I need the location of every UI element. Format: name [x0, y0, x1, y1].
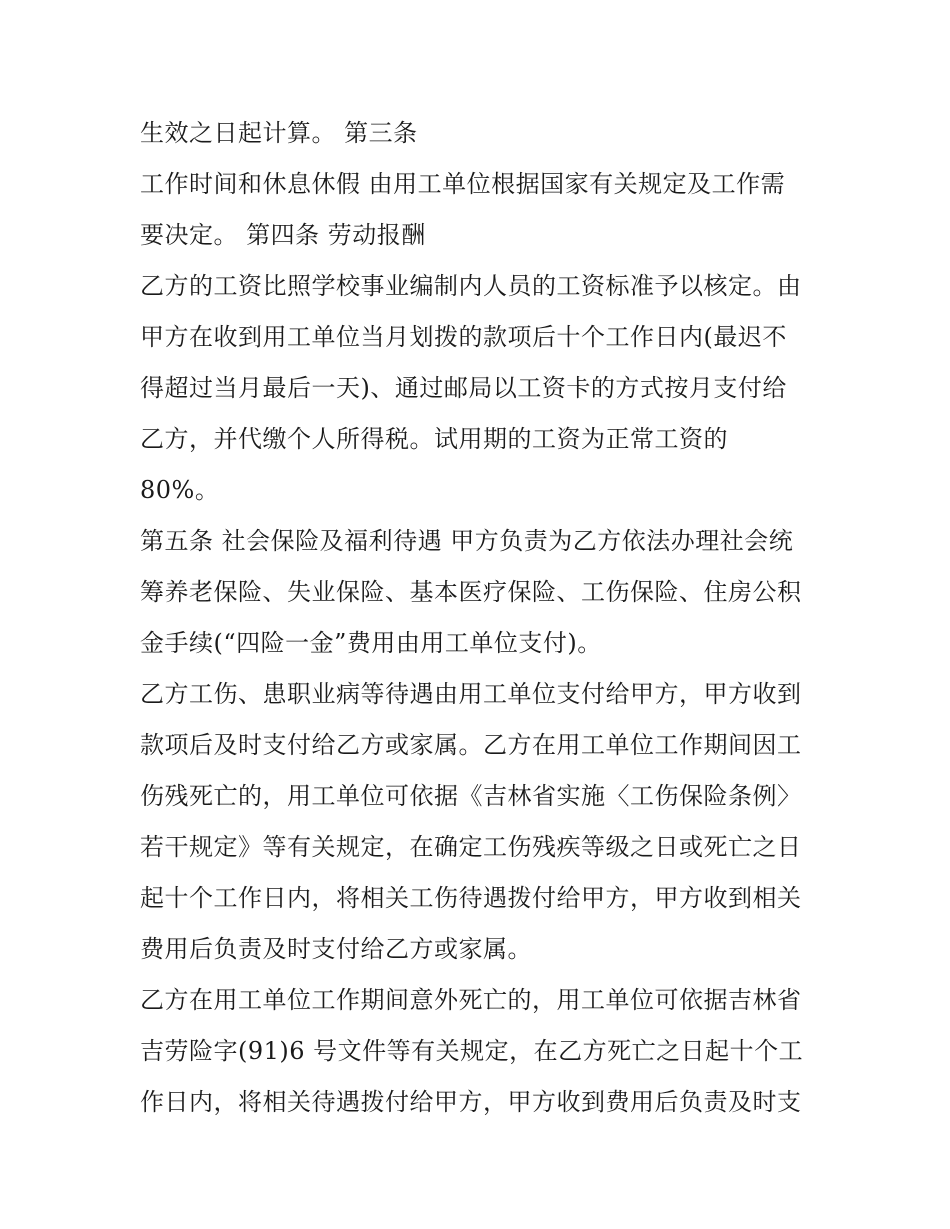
text-line: 吉劳险字(91)6 号文件等有关规定，在乙方死亡之日起十个工	[140, 1037, 804, 1065]
text-line: 若干规定》等有关规定，在确定工伤残疾等级之日或死亡之日	[140, 833, 802, 861]
text-line: 伤残死亡的，用工单位可依据《吉林省实施〈工伤保险条例〉	[140, 782, 802, 810]
text-line: 乙方工伤、患职业病等待遇由用工单位支付给甲方，甲方收到	[140, 680, 802, 708]
text-line: 起十个工作日内，将相关工伤待遇拨付给甲方，甲方收到相关	[140, 884, 802, 912]
text-line: 生效之日起计算。 第三条	[140, 119, 418, 147]
text-line: 80%。	[140, 476, 220, 504]
text-line: 要决定。 第四条 劳动报酬	[140, 221, 426, 249]
text-line: 第五条 社会保险及福利待遇 甲方负责为乙方依法办理社会统	[140, 527, 794, 555]
text-line: 金手续(“四险一金”费用由用工单位支付)。	[140, 629, 602, 657]
text-line: 筹养老保险、失业保险、基本医疗保险、工伤保险、住房公积	[140, 578, 802, 606]
text-line: 款项后及时支付给乙方或家属。乙方在用工单位工作期间因工	[140, 731, 802, 759]
text-line: 费用后负责及时支付给乙方或家属。	[140, 935, 532, 963]
text-line: 乙方，并代缴个人所得税。试用期的工资为正常工资的	[140, 425, 728, 453]
text-line: 作日内，将相关待遇拨付给甲方，甲方收到费用后负责及时支	[140, 1088, 802, 1116]
text-line: 乙方在用工单位工作期间意外死亡的，用工单位可依据吉林省	[140, 986, 802, 1014]
document-body	[140, 108, 820, 1128]
text-line: 乙方的工资比照学校事业编制内人员的工资标准予以核定。由	[140, 272, 802, 300]
text-line: 得超过当月最后一天)、通过邮局以工资卡的方式按月支付给	[140, 374, 787, 402]
text-line: 工作时间和休息休假 由用工单位根据国家有关规定及工作需	[140, 170, 786, 198]
text-line: 甲方在收到用工单位当月划拨的款项后十个工作日内(最迟不	[140, 323, 787, 351]
